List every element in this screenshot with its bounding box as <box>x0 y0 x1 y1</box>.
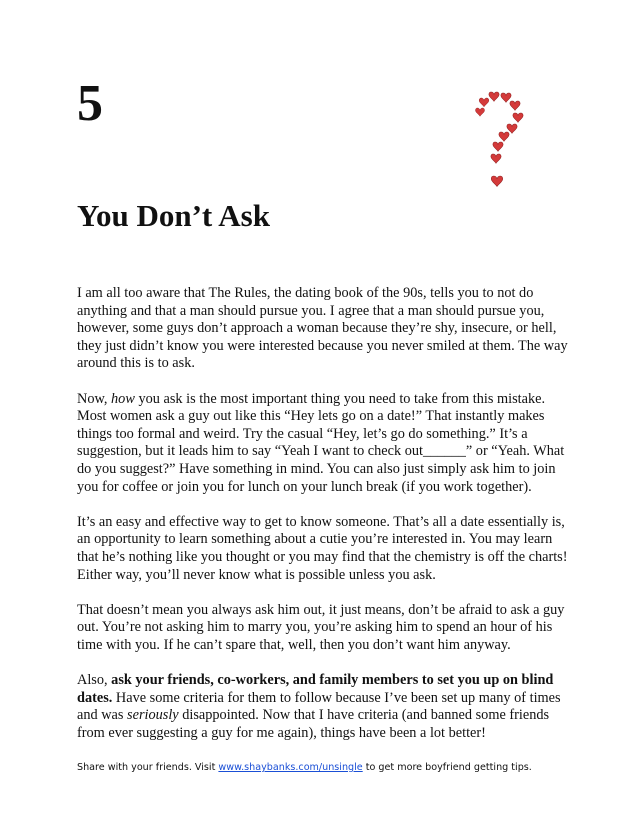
paragraph-5-start: Also, <box>77 672 112 689</box>
chapter-title: You Don’t Ask <box>77 198 270 233</box>
page-footer <box>77 762 532 773</box>
paragraph-4: That doesn’t mean you always ask him out, it just means, don’t be afraid to ask a guy out. You’re not asking him to marry you, you’re asking him to spend an hour of his time with you. If he can’t spare that, well, then you don’t want him anyway. <box>77 601 565 653</box>
heart-question-mark-icon <box>466 86 530 190</box>
footer-text-after: to get more boyfriend getting tips. <box>362 762 532 773</box>
paragraph-5-bold: ask your friends, co-workers, and family members to set you up on blind dates. <box>77 672 554 706</box>
footer-text-before: Share with your friends. Visit <box>77 762 219 773</box>
paragraph-5-mid: Have some criteria for them to follow because I’ve been set up many of times and was <box>77 689 561 724</box>
paragraph-2-emphasis: how <box>111 390 135 407</box>
paragraph-5-end: disappointed. Now that I have criteria (and banned some friends from ever suggesting a guy for me again), things have been a lot better! <box>77 707 550 741</box>
paragraph-5 <box>77 672 577 742</box>
paragraph-1: I am all too aware that The Rules, the dating book of the 90s, tells you to not do anything and that a man should pursue you. I agree that a man should pursue you, however, some guys don’t approach a woman because they’re shy, insecure, or hell, they just didn’t know you were interested because you never smiled at them. The way around this is to ask. <box>77 285 568 372</box>
paragraph-3: It’s an easy and effective way to get to know someone. That’s all a date essentially is, an opportunity to learn something about a cutie you’re interested in. You may learn that he’s nothing like you thought or you may find that the chemistry is off the charts! Either way, you’ll never know what is possible unless you ask. <box>77 513 568 583</box>
paragraph-2-start: Now, <box>77 390 112 407</box>
paragraph-2 <box>77 391 577 497</box>
chapter-number: 5 <box>77 75 103 132</box>
paragraph-5-emphasis: seriously <box>127 707 179 724</box>
chapter-body <box>77 285 577 760</box>
paragraph-2-rest: you ask is the most important thing you need to take from this mistake. Most women ask a guy out like this “Hey lets go on a date!” That instantly makes things too formal and weird. Try the casual “Hey, let’s go do something.” It’s a suggestion, but it leads him to say “Yeah I want to check out______” or “Yeah. What do you suggest?” Have something in mind. You can also just simply ask him to join you for coffee or join you for lunch on your lunch break (if you work together). <box>77 390 565 495</box>
footer-link[interactable]: www.shaybanks.com/unsingle <box>218 762 363 773</box>
